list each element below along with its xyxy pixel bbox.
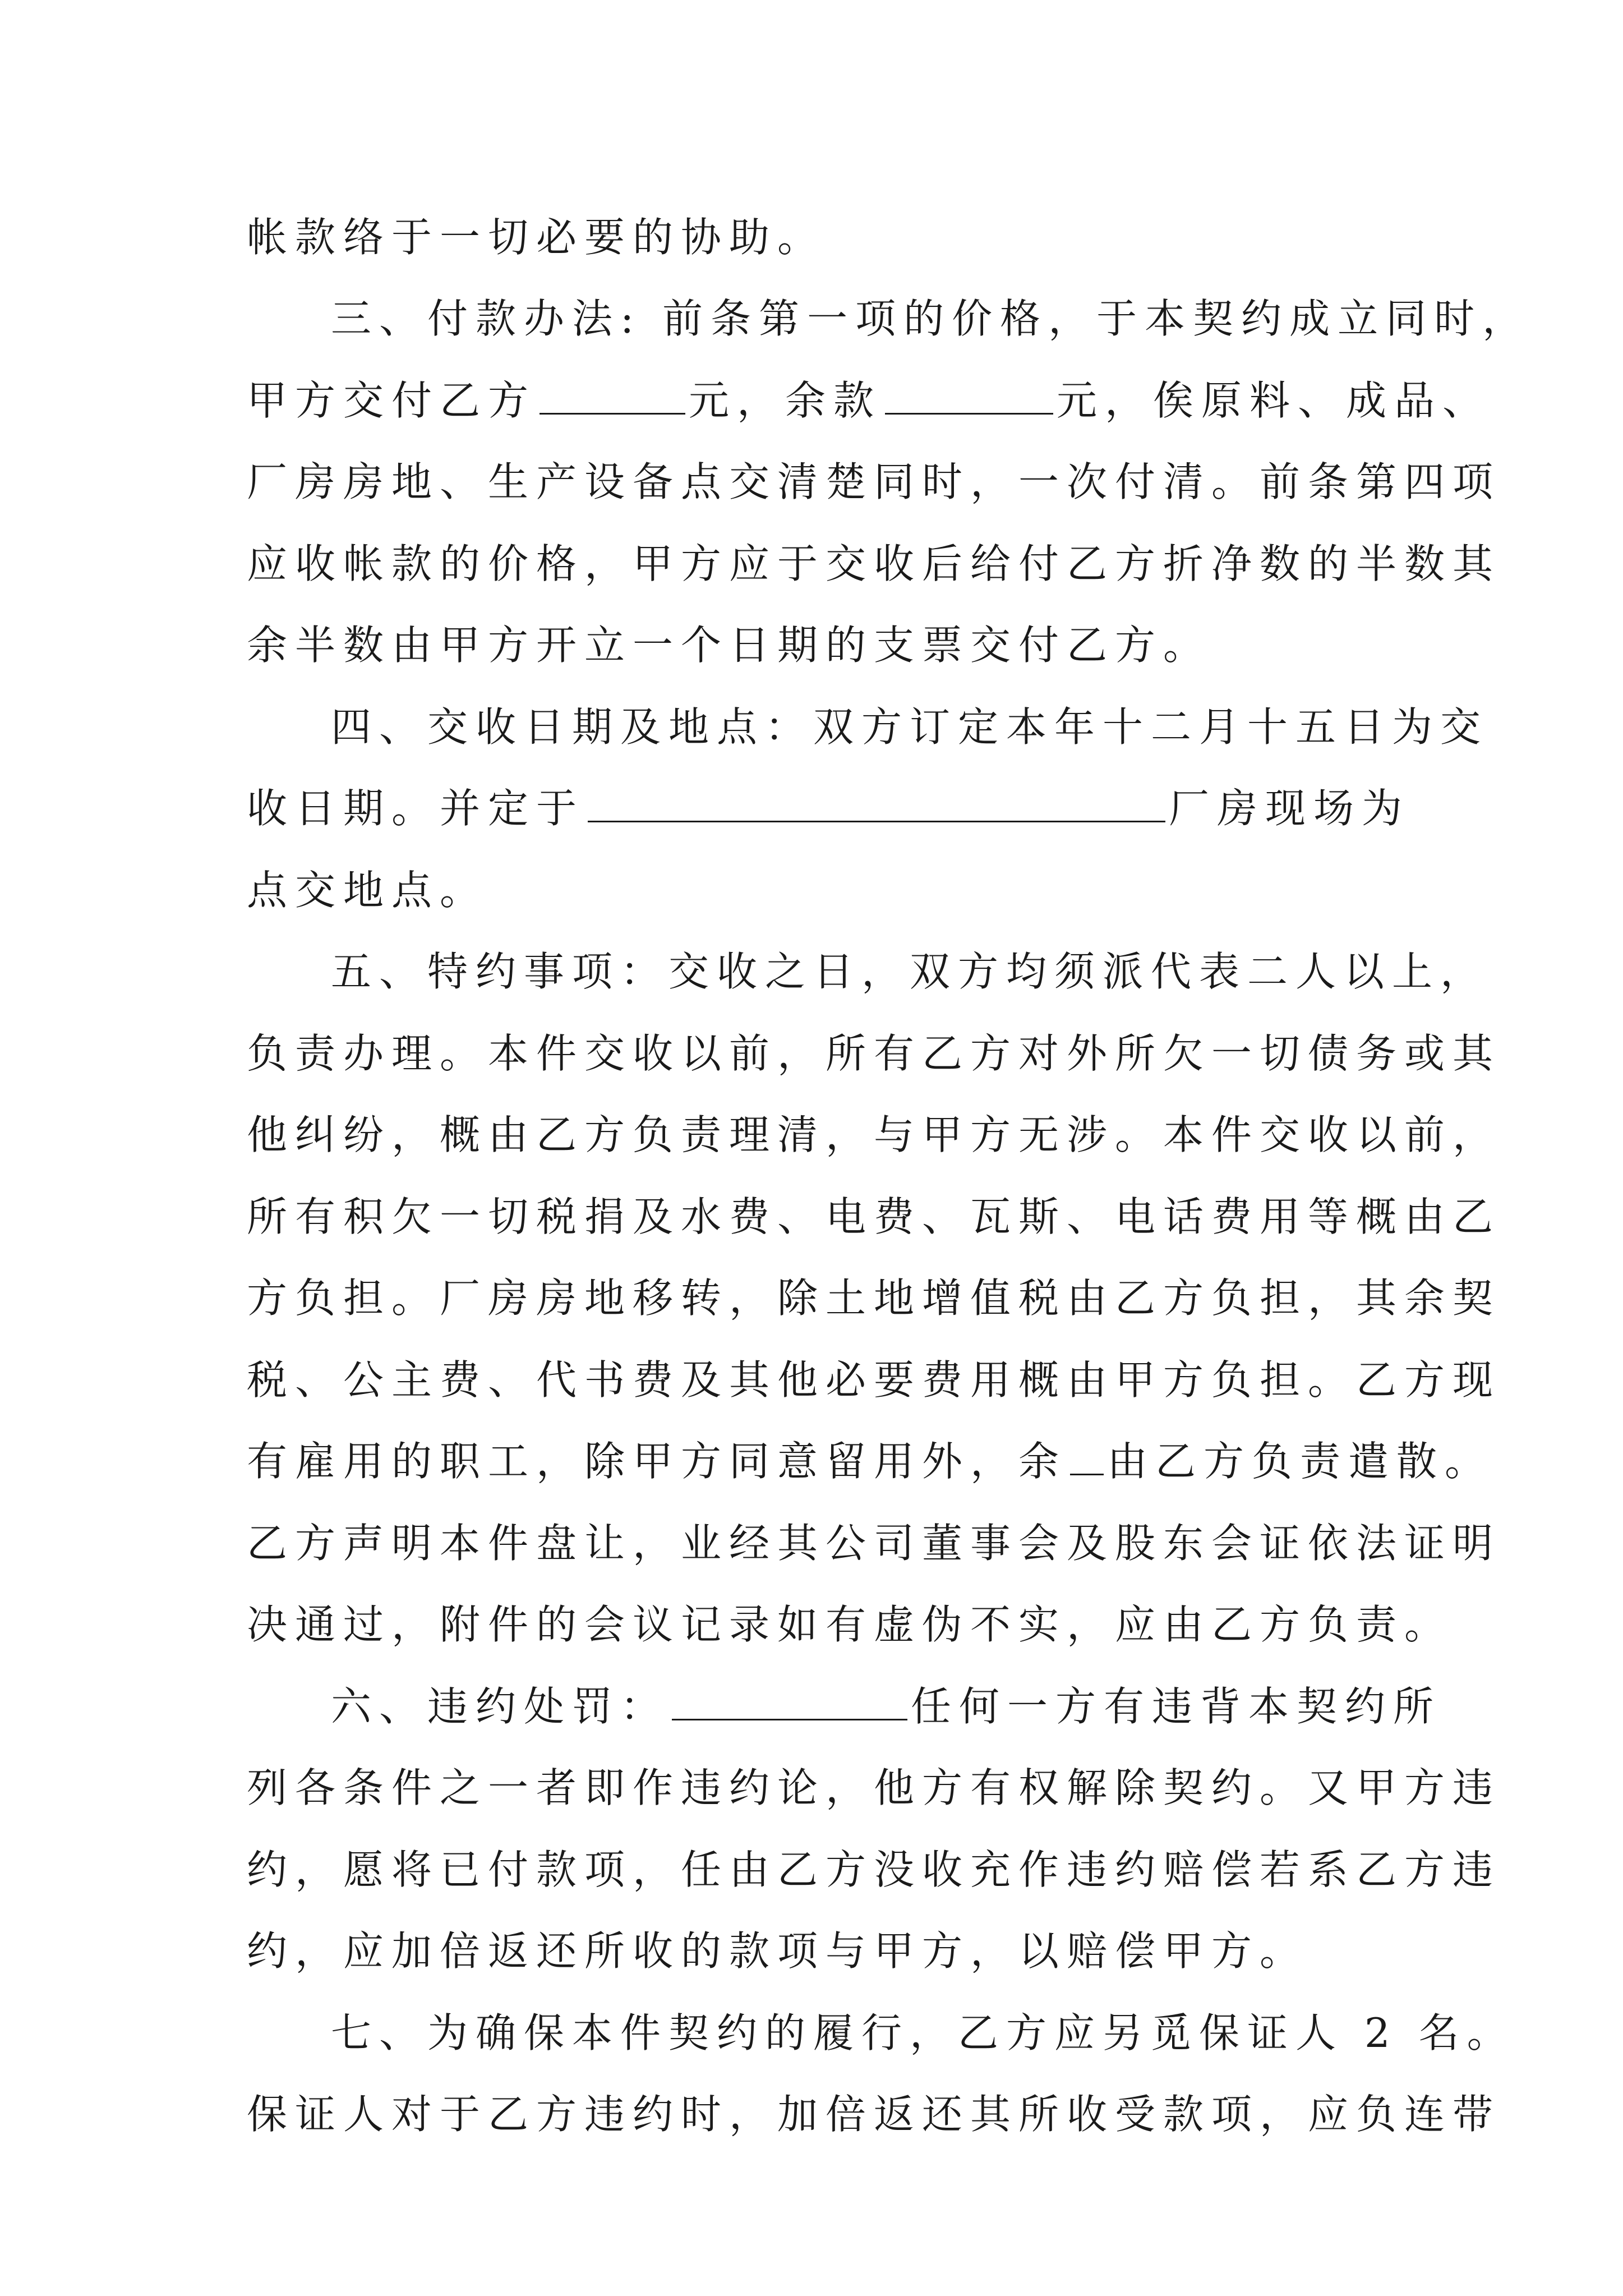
- text-line: 厂房房地、生产设备点交清楚同时，一次付清。前条第四项: [247, 458, 1501, 505]
- fill-blank: [672, 1685, 907, 1720]
- text-line: 余半数由甲方开立一个日期的支票交付乙方。: [247, 622, 1212, 669]
- text-segment: 厂房现场为: [1169, 785, 1410, 832]
- text-line: 保证人对于乙方违约时，加倍返还其所收受款项，应负连带: [247, 2091, 1501, 2138]
- text-segment: 六、违约处罚：: [331, 1683, 669, 1730]
- text-line: 约，应加倍返还所收的款项与甲方，以赔偿甲方。: [247, 1927, 1308, 1975]
- text-segment: 甲方交付乙方: [247, 377, 537, 424]
- text-line: 点交地点。: [247, 867, 488, 914]
- text-segment: 收日期。并定于: [247, 785, 585, 832]
- text-segment: 由乙方负责遣散。: [1107, 1438, 1493, 1485]
- text-line-with-blanks: [247, 367, 1491, 434]
- text-line: 约，愿将已付款项，任由乙方没收充作违约赔偿若系乙方违: [247, 1846, 1501, 1893]
- text-segment: 任何一方有违背本契约所: [911, 1683, 1442, 1730]
- text-line: 税、公主费、代书费及其他必要费用概由甲方负担。乙方现: [247, 1356, 1501, 1404]
- text-line: 他纠纷，概由乙方负责理清，与甲方无涉。本件交收以前，: [247, 1111, 1501, 1158]
- text-line: 帐款络于一切必要的协助。: [247, 214, 826, 261]
- fill-blank: [1070, 1440, 1104, 1475]
- fill-blank: [588, 787, 1165, 822]
- text-line: 决通过，附件的会议记录如有虚伪不实，应由乙方负责。: [247, 1601, 1453, 1648]
- clause-4-heading-line: 四、交收日期及地点：双方订定本年十二月十五日为交: [331, 703, 1489, 751]
- text-line: 所有积欠一切税捐及水费、电费、瓦斯、电话费用等概由乙: [247, 1193, 1501, 1240]
- text-line: 负责办理。本件交收以前，所有乙方对外所欠一切债务或其: [247, 1030, 1501, 1077]
- clause-6-heading-line: [331, 1673, 1442, 1740]
- text-line: 应收帐款的价格，甲方应于交收后给付乙方折净数的半数其: [247, 540, 1501, 587]
- text-line-with-blanks: [247, 1428, 1493, 1495]
- fill-blank: [540, 379, 685, 415]
- clause-3-heading-line: 三、付款办法: 前条第一项的价格，于本契约成立同时，: [331, 295, 1531, 342]
- text-line-with-blanks: [247, 775, 1410, 842]
- text-line: 列各条件之一者即作违约论，他方有权解除契约。又甲方违: [247, 1764, 1501, 1811]
- clause-7-heading-line: 七、为确保本件契约的履行，乙方应另觅保证人 2 名。: [331, 2009, 1515, 2056]
- text-segment: 元，余款: [689, 377, 882, 424]
- text-segment: 有雇用的职工，除甲方同意留用外，余: [247, 1438, 1067, 1485]
- text-line: 方负担。厂房房地移转，除土地增值税由乙方负担，其余契: [247, 1274, 1501, 1322]
- clause-5-heading-line: 五、特约事项：交收之日，双方均须派代表二人以上，: [331, 948, 1489, 995]
- fill-blank: [885, 379, 1053, 415]
- text-line: 乙方声明本件盘让，业经其公司董事会及股东会证依法证明: [247, 1520, 1501, 1567]
- text-segment: 元，俟原料、成品、: [1057, 377, 1491, 424]
